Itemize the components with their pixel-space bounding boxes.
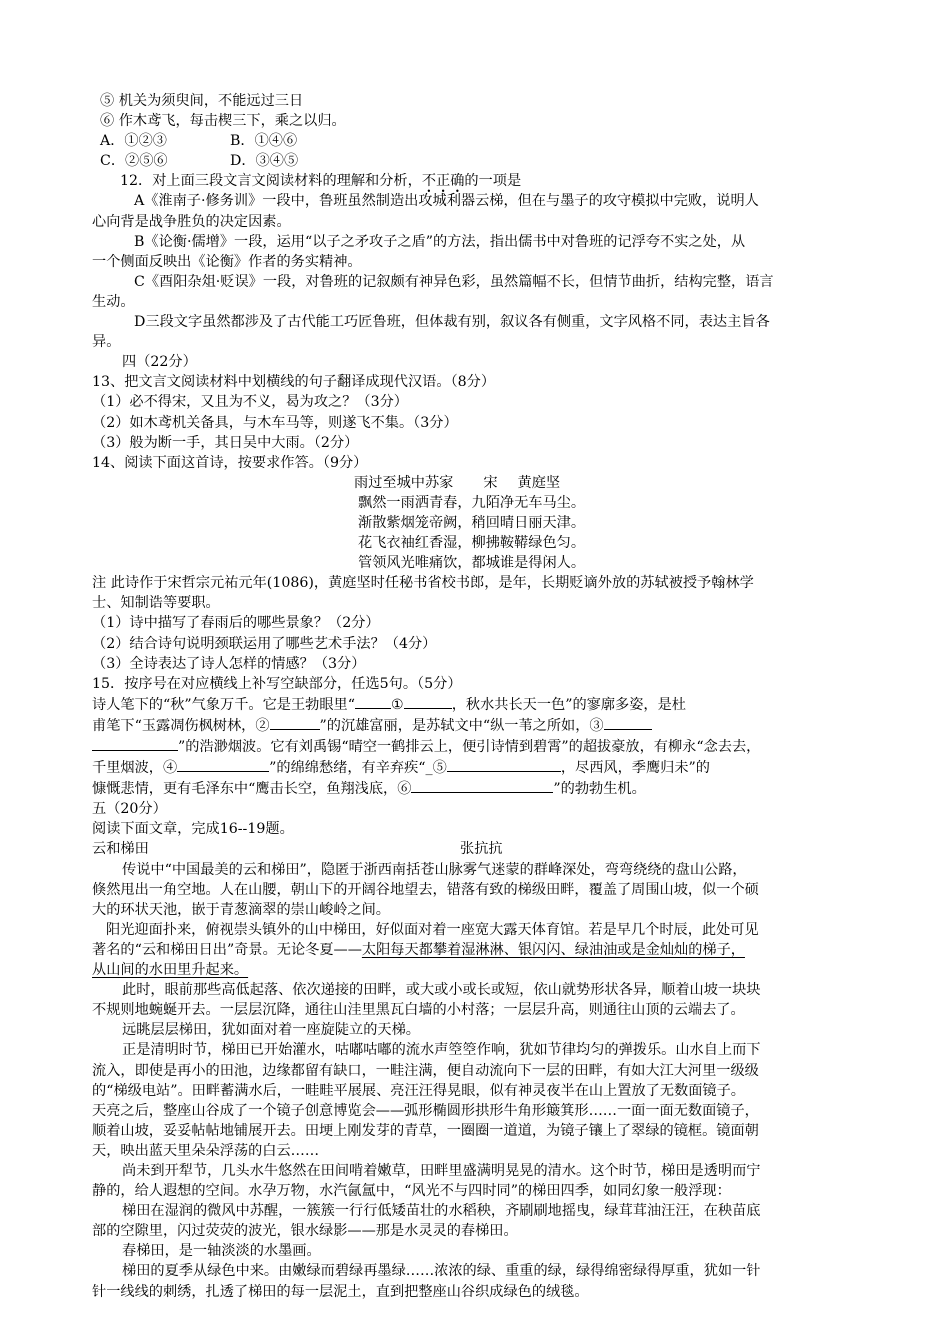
q11-option-d: D．③④⑤: [230, 153, 299, 170]
answer-blank[interactable]: [355, 694, 391, 709]
article-p8: 春梯田，是一轴淡淡的水墨画。: [122, 1243, 321, 1260]
article-p3-line2: 不规则地蜿蜒开去。一层层沉降，通往山洼里黑瓦白墙的小村落；一层层升高，则通往山顶的云端去了。: [92, 1002, 745, 1019]
blank-number: ①: [390, 696, 404, 713]
answer-blank[interactable]: [177, 757, 269, 772]
article-heading: [92, 839, 864, 859]
q15-text: ”的勃勃生机。: [553, 781, 646, 798]
section-5-heading: 五（20分）: [92, 801, 167, 818]
q11-item-5: ⑤ 机关为须臾间，不能远过三日: [100, 93, 304, 109]
poem-line-4: 管领风光唯痛饮，都城谁是得闲人。: [358, 555, 586, 572]
q15-stem: 15．按序号在对应横线上补写空缺部分，任选5句。（5分）: [92, 675, 462, 692]
q15-text: 慷慨悲情，更有毛泽东中“鹰击长空，鱼翔浅底，⑥: [92, 781, 412, 798]
answer-blank[interactable]: [411, 778, 553, 793]
q12-option-d-line1: D三段文字虽然都涉及了古代能工巧匠鲁班，但体裁有别，叙议各有侧重，文字风格不同，表达主旨各: [134, 314, 770, 331]
q12-option-d-line2: 异。: [92, 334, 121, 351]
poem-line-3: 花飞衣袖红香湿，柳拂鞍鞯绿色匀。: [358, 535, 586, 552]
poem-line-2: 渐散紫烟笼帝阙，稍回晴日丽天津。: [358, 514, 586, 531]
emphasis-char: 不: [421, 173, 437, 190]
section-5-intro: 阅读下面文章，完成16--19题。: [92, 821, 294, 838]
q15-line-2: [92, 715, 864, 736]
article-p5-line6: 天，映出蓝天里朵朵浮荡的白云……: [92, 1142, 320, 1159]
answer-blank[interactable]: [404, 694, 452, 709]
article-p2-line1: 阳光迎面扑来，俯视崇头镇外的山中梯田，好似面对着一座宽大露天体育馆。若是早几个时辰，此处可见: [106, 921, 759, 938]
q11-option-a: A．①②③: [100, 133, 167, 150]
article-p4: 远眺层层梯田，犹如面对着一座旋陡立的天梯。: [122, 1022, 420, 1039]
q12-option-a-line2: 心向背是战争胜负的决定因素。: [92, 213, 291, 230]
article-p9-line2: 针一线线的刺绣，扎透了梯田的每一层泥土，直到把整座山谷织成绿色的绒毯。: [92, 1283, 589, 1300]
underlined-sentence: 太阳每天都攀着湿淋淋、银闪闪、绿油油或是金灿灿的梯子，: [361, 941, 745, 958]
emphasis-char: 正: [436, 173, 451, 190]
article-p2-line2: [92, 940, 864, 960]
q15-text: 甫笔下“玉露凋伤枫树林，②: [92, 717, 270, 734]
q15-text: ，秋水共长天一色”的寥廓多姿，是杜: [451, 696, 686, 713]
article-p2-line3: [92, 960, 864, 980]
q15-line-5: [92, 778, 864, 799]
article-p5-line1: 正是清明时节，梯田已开始灌水，咕嘟咕嘟的流水声箜箜作响，犹如节律均匀的弹拨乐。山水自上而下: [122, 1042, 761, 1059]
q13-part-2: （2）如木鸢机关备具，与木车马等，则遂飞不集。（3分）: [92, 414, 458, 431]
q11-option-c: C．②⑤⑥: [100, 153, 168, 170]
article-p1-line2: 倏然甩出一角空地。人在山腰，朝山下的开阔谷地望去，错落有致的梯级田畔，覆盖了周围山坡，似一个硕: [92, 881, 759, 898]
q13-stem: 13、把文言文阅读材料中划横线的句子翻译成现代汉语。（8分）: [92, 374, 496, 391]
answer-blank[interactable]: [604, 715, 652, 730]
article-p1-line3: 大的环状天池，嵌于青葱滴翠的崇山峻岭之间。: [92, 901, 390, 918]
q14-stem: 14、阅读下面这首诗，按要求作答。（9分）: [92, 454, 368, 471]
poem-dynasty: 宋: [483, 474, 498, 491]
article-text: 著名的“云和梯田日出”奇景。无论冬夏——: [92, 941, 362, 958]
q15-text: 千里烟波，④: [92, 760, 178, 777]
q12-stem-end: 的一项是: [464, 173, 522, 190]
q11-item-6: ⑥ 作木鸢飞，每击楔三下，乘之以归。: [100, 113, 346, 130]
poem-note-line1: 注 此诗作于宋哲宗元祐元年(1086)，黄庭坚时任秘书省校书郎，是年，长期贬谪外放的苏轼被授予翰林学: [92, 575, 754, 592]
poem-heading: [92, 473, 864, 493]
q14-part-3: （3）全诗表达了诗人怎样的情感？（3分）: [92, 655, 366, 672]
article-p7-line2: 部的空隙里，闪过荧荧的波光，银水绿影——那是水灵灵的春梯田。: [92, 1223, 518, 1240]
q15-text: ”的绵绵愁绪，有辛弃疾“_⑤: [269, 760, 447, 777]
q12-option-c-line1: C《酉阳杂俎·贬误》一段，对鲁班的记叙颇有神异色彩，虽然篇幅不长，但情节曲折，结构完整，语言: [134, 273, 774, 290]
answer-blank[interactable]: [92, 736, 178, 751]
q14-part-1: （1）诗中描写了春雨后的哪些景象？（2分）: [92, 615, 380, 632]
article-p6-line2: 静的，给人遐想的空间。水孕万物，水汽氤氲中，“风光不与四时同”的梯田四季，如同幻象一般浮现：: [92, 1183, 731, 1200]
q13-part-3: （3）般为断一手，其日吴中大雨。（2分）: [92, 434, 359, 451]
q12-option-c-line2: 生动。: [92, 293, 135, 310]
article-title: 云和梯田: [92, 841, 149, 858]
article-p7-line1: 梯田在湿润的微风中苏醒，一簇簇一行行低矮苗壮的水稻秧，齐刷刷地摇曳，绿茸茸油汪汪，在秧苗底: [122, 1203, 761, 1220]
poem-note-line2: 士、知制诰等要职。: [92, 595, 220, 612]
q11-options-ab: [92, 131, 864, 151]
q12-stem-text: 12．对上面三段文言文阅读材料的理解和分析，: [120, 173, 422, 190]
poem-line-1: 飘然一雨洒青春，九陌净无车马尘。: [358, 494, 586, 511]
underlined-sentence: 从山间的水田里升起来。: [92, 962, 249, 979]
q15-line-3: [92, 736, 864, 757]
q12-option-a-line1: A《淮南子·修务训》一段中，鲁班虽然制造出攻城利器云梯，但在与墨子的攻守模拟中完败，说明人: [134, 193, 759, 210]
q15-text: ”的浩渺烟波。它有刘禹锡“晴空一鹤排云上，便引诗情到碧霄”的超拔豪放，有柳永“念去去，: [178, 739, 761, 755]
poem-author: 黄庭坚: [517, 474, 561, 491]
q14-part-2: （2）结合诗句说明颈联运用了哪些艺术手法？（4分）: [92, 635, 437, 652]
article-author: 张抗抗: [460, 841, 503, 858]
article-p6-line1: 尚未到开犁节，几头水牛悠然在田间啃着嫩草，田畔里盛满明晃晃的清水。这个时节，梯田是透明而宁: [122, 1162, 761, 1179]
q15-text: ”的沉雄富丽，是苏轼文中“纵一苇之所如，③: [319, 717, 604, 734]
section-4-heading: 四（22分）: [122, 354, 197, 371]
document-page: [92, 91, 864, 1302]
article-p1-line1: 传说中“中国最美的云和梯田”，隐匿于浙西南括苍山脉雾气迷蒙的群峰深处，弯弯绕绕的盘山公路，: [122, 861, 747, 878]
article-p5-line2: 流入，即使是再小的田池，边缘都留有缺口，一畦注满，便自动流向下一层的田畔，有如大江大河里一级级: [92, 1062, 759, 1079]
q15-line-4: [92, 757, 864, 778]
q15-line-1: [92, 694, 864, 715]
poem-title: 雨过至城中苏家: [354, 474, 454, 491]
q12-option-b-line2: 一个侧面反映出《论衡》作者的务实精神。: [92, 253, 362, 270]
answer-blank[interactable]: [447, 757, 561, 772]
answer-blank[interactable]: [270, 715, 320, 730]
article-p3-line1: 此时，眼前那些高低起落、依次递接的田畔，或大或小或长或短，依山就势形状各异，顺着山坡一块块: [122, 982, 761, 999]
q12-stem: [92, 171, 864, 191]
article-p5-line4: 天亮之后，整座山谷成了一个镜子创意博览会——弧形椭圆形拱形牛角形簸箕形……一面一面无数面镜子，: [92, 1102, 759, 1119]
emphasis-char: 确: [450, 173, 465, 190]
article-p9-line1: 梯田的夏季从绿色中来。由嫩绿而碧绿再墨绿……浓浓的绿、重重的绿，绿得绵密绿得厚重，犹如一针: [122, 1263, 761, 1280]
q11-option-b: B．①④⑥: [230, 133, 298, 150]
q12-option-b-line1: B《论衡·儒增》一段，运用“以子之矛攻子之盾”的方法，指出儒书中对鲁班的记浮夸不实之处，从: [134, 233, 746, 250]
article-p5-line5: 顺着山坡，妥妥帖帖地铺展开去。田埂上刚发芽的青草，一圈圈一道道，为镜子镶上了翠绿的镜框。镜面朝: [92, 1122, 759, 1139]
q15-text: ，尽西风，季鹰归未”的: [560, 760, 710, 777]
article-p5-line3: 的“梯级电站”。田畔蓄满水后，一畦畦平展展、亮汪汪得晃眼，似有神灵夜半在山上置放了无数面镜子。: [92, 1082, 745, 1099]
q13-part-1: （1）必不得宋，又且为不义，曷为攻之？（3分）: [92, 394, 408, 411]
q15-text: 诗人笔下的“秋”气象万千。它是王勃眼里“: [92, 696, 355, 713]
q11-options-cd: [92, 151, 864, 171]
